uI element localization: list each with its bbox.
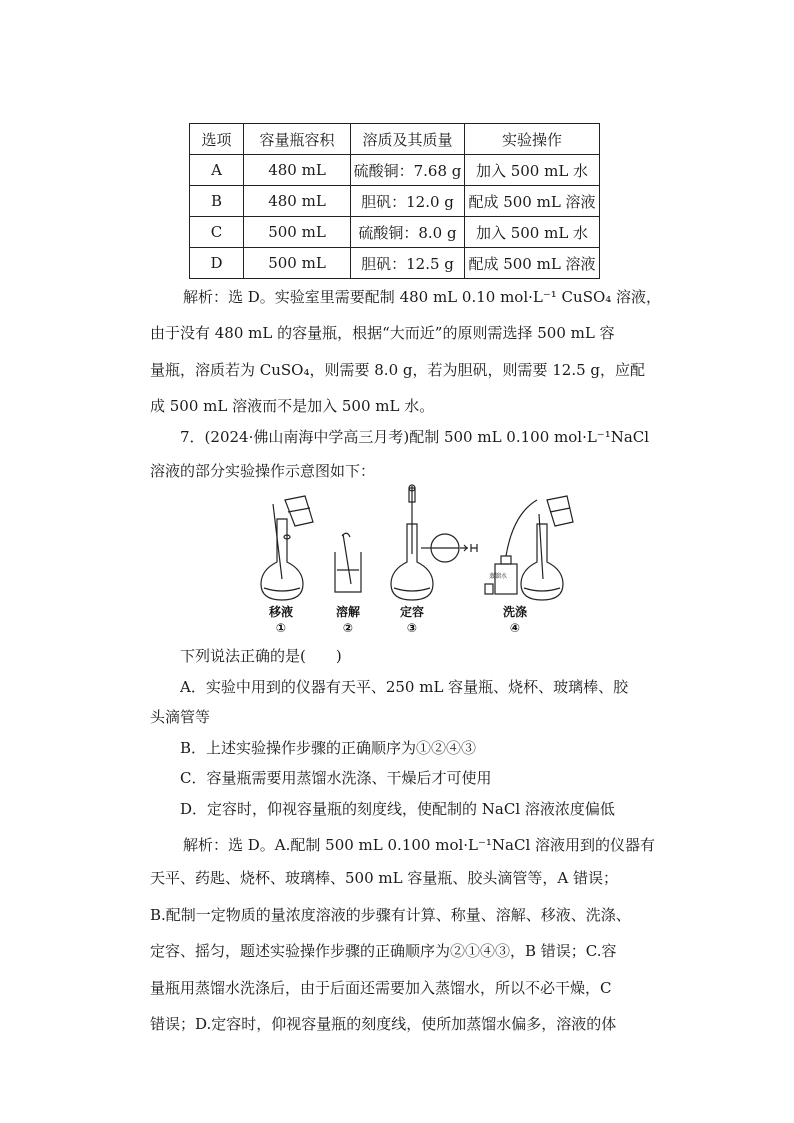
table-cell: 胆矾：12.5 g [351,248,465,279]
table-row [190,248,600,279]
figure-label: 移液 [268,605,294,619]
table-cell: 胆矾：12.0 g [351,186,465,217]
option-c: C．容量瓶需要用蒸馏水洗涤、干燥后才可使用 [180,769,492,787]
analysis-line: B.配制一定物质的量浓度溶液的步骤有计算、称量、溶解、移液、洗涤、 [150,905,631,924]
table-cell: 500 mL [244,248,351,279]
beaker-icon [335,533,361,592]
table-cell: 480 mL [244,155,351,186]
figure-label: 定容 [399,605,425,619]
table-row [190,155,600,186]
table-cell: A [190,155,244,186]
options-table [189,123,600,279]
option-a: A．实验中用到的仪器有天平、250 mL 容量瓶、烧杯、玻璃棒、胶 [180,678,629,696]
option-d: D．定容时，仰视容量瓶的刻度线，使配制的 NaCl 溶液浓度偏低 [180,800,615,818]
analysis-6 [183,279,662,316]
analysis-line: 定容、摇匀，题述实验操作步骤的正确顺序为②①④③，B 错误；C.容 [150,942,617,960]
figure-number: ① [275,621,287,635]
table-cell: 加入 500 mL 水 [465,217,600,248]
table-cell: 配成 500 mL 溶液 [465,248,600,279]
analysis-line: 成 500 mL 溶液而不是加入 500 mL 水。 [150,397,435,415]
analysis-line: 由于没有 480 mL 的容量瓶，根据“大而近”的原则需选择 500 mL 容 [150,324,615,342]
table-row [190,217,600,248]
analysis-6-continued [150,315,645,425]
figure-label: 溶解 [335,605,361,619]
table-header-cell: 容量瓶容积 [244,124,351,155]
table-cell: 480 mL [244,186,351,217]
analysis-line: 量瓶用蒸馏水洗涤后，由于后面还需要加入蒸馏水，所以不必干燥，C [150,978,612,997]
table-cell: 硫酸铜：8.0 g [351,217,465,248]
table-header-cell: 溶质及其质量 [351,124,465,155]
table-header-cell: 实验操作 [465,124,600,155]
analysis-line: 解析：选 D。实验室里需要配制 480 mL 0.10 mol·L⁻¹ CuSO₄ 溶液， [183,288,662,306]
experiment-figure [255,484,575,636]
table-cell: 硫酸铜：7.68 g [351,155,465,186]
table-row [190,186,600,217]
analysis-line: 天平、药匙、烧杯、玻璃棒、500 mL 容量瓶、胶头滴管等，A 错误； [150,869,618,887]
figure-label: 洗涤 [502,605,528,619]
analysis-line: 解析：选 D。A.配制 500 mL 0.100 mol·L⁻¹NaCl 溶液用到的仪器有 [183,836,656,854]
table-cell: 配成 500 mL 溶液 [465,186,600,217]
table-cell: 500 mL [244,217,351,248]
analysis-line: 错误；D.定容时，仰视容量瓶的刻度线，使所加蒸馏水偏多，溶液的体 [150,1015,617,1033]
volumetric-flask-icon [521,496,573,600]
option-a-continued: 头滴管等 [150,708,211,726]
figure-number: ② [342,621,354,635]
option-b: B．上述实验操作步骤的正确顺序为①②④③ [180,739,477,757]
figure-number: ④ [509,621,521,635]
question-7-stem-continued: 溶液的部分实验操作示意图如下： [150,462,376,480]
analysis-7-continued [150,860,645,1043]
question-7-stem: 7．(2024·佛山南海中学高三月考)配制 500 mL 0.100 mol·L⁻¹NaCl [180,428,650,446]
figure-number: ③ [406,621,418,635]
volumetric-flask-icon [261,496,313,600]
table-cell: 加入 500 mL 水 [465,155,600,186]
question-7-prompt: 下列说法正确的是( ) [180,647,342,665]
figure-bottle-label: 蒸馏水 [488,573,508,580]
table-header-row [190,124,600,155]
table-cell: C [190,217,244,248]
table-cell: D [190,248,244,279]
volumetric-flask-icon [391,485,477,600]
table-header-cell: 选项 [190,124,244,155]
analysis-line: 量瓶，溶质若为 CuSO₄，则需要 8.0 g，若为胆矾，则需要 12.5 g，应配 [150,360,646,379]
analysis-7 [183,827,656,864]
table-cell: B [190,186,244,217]
